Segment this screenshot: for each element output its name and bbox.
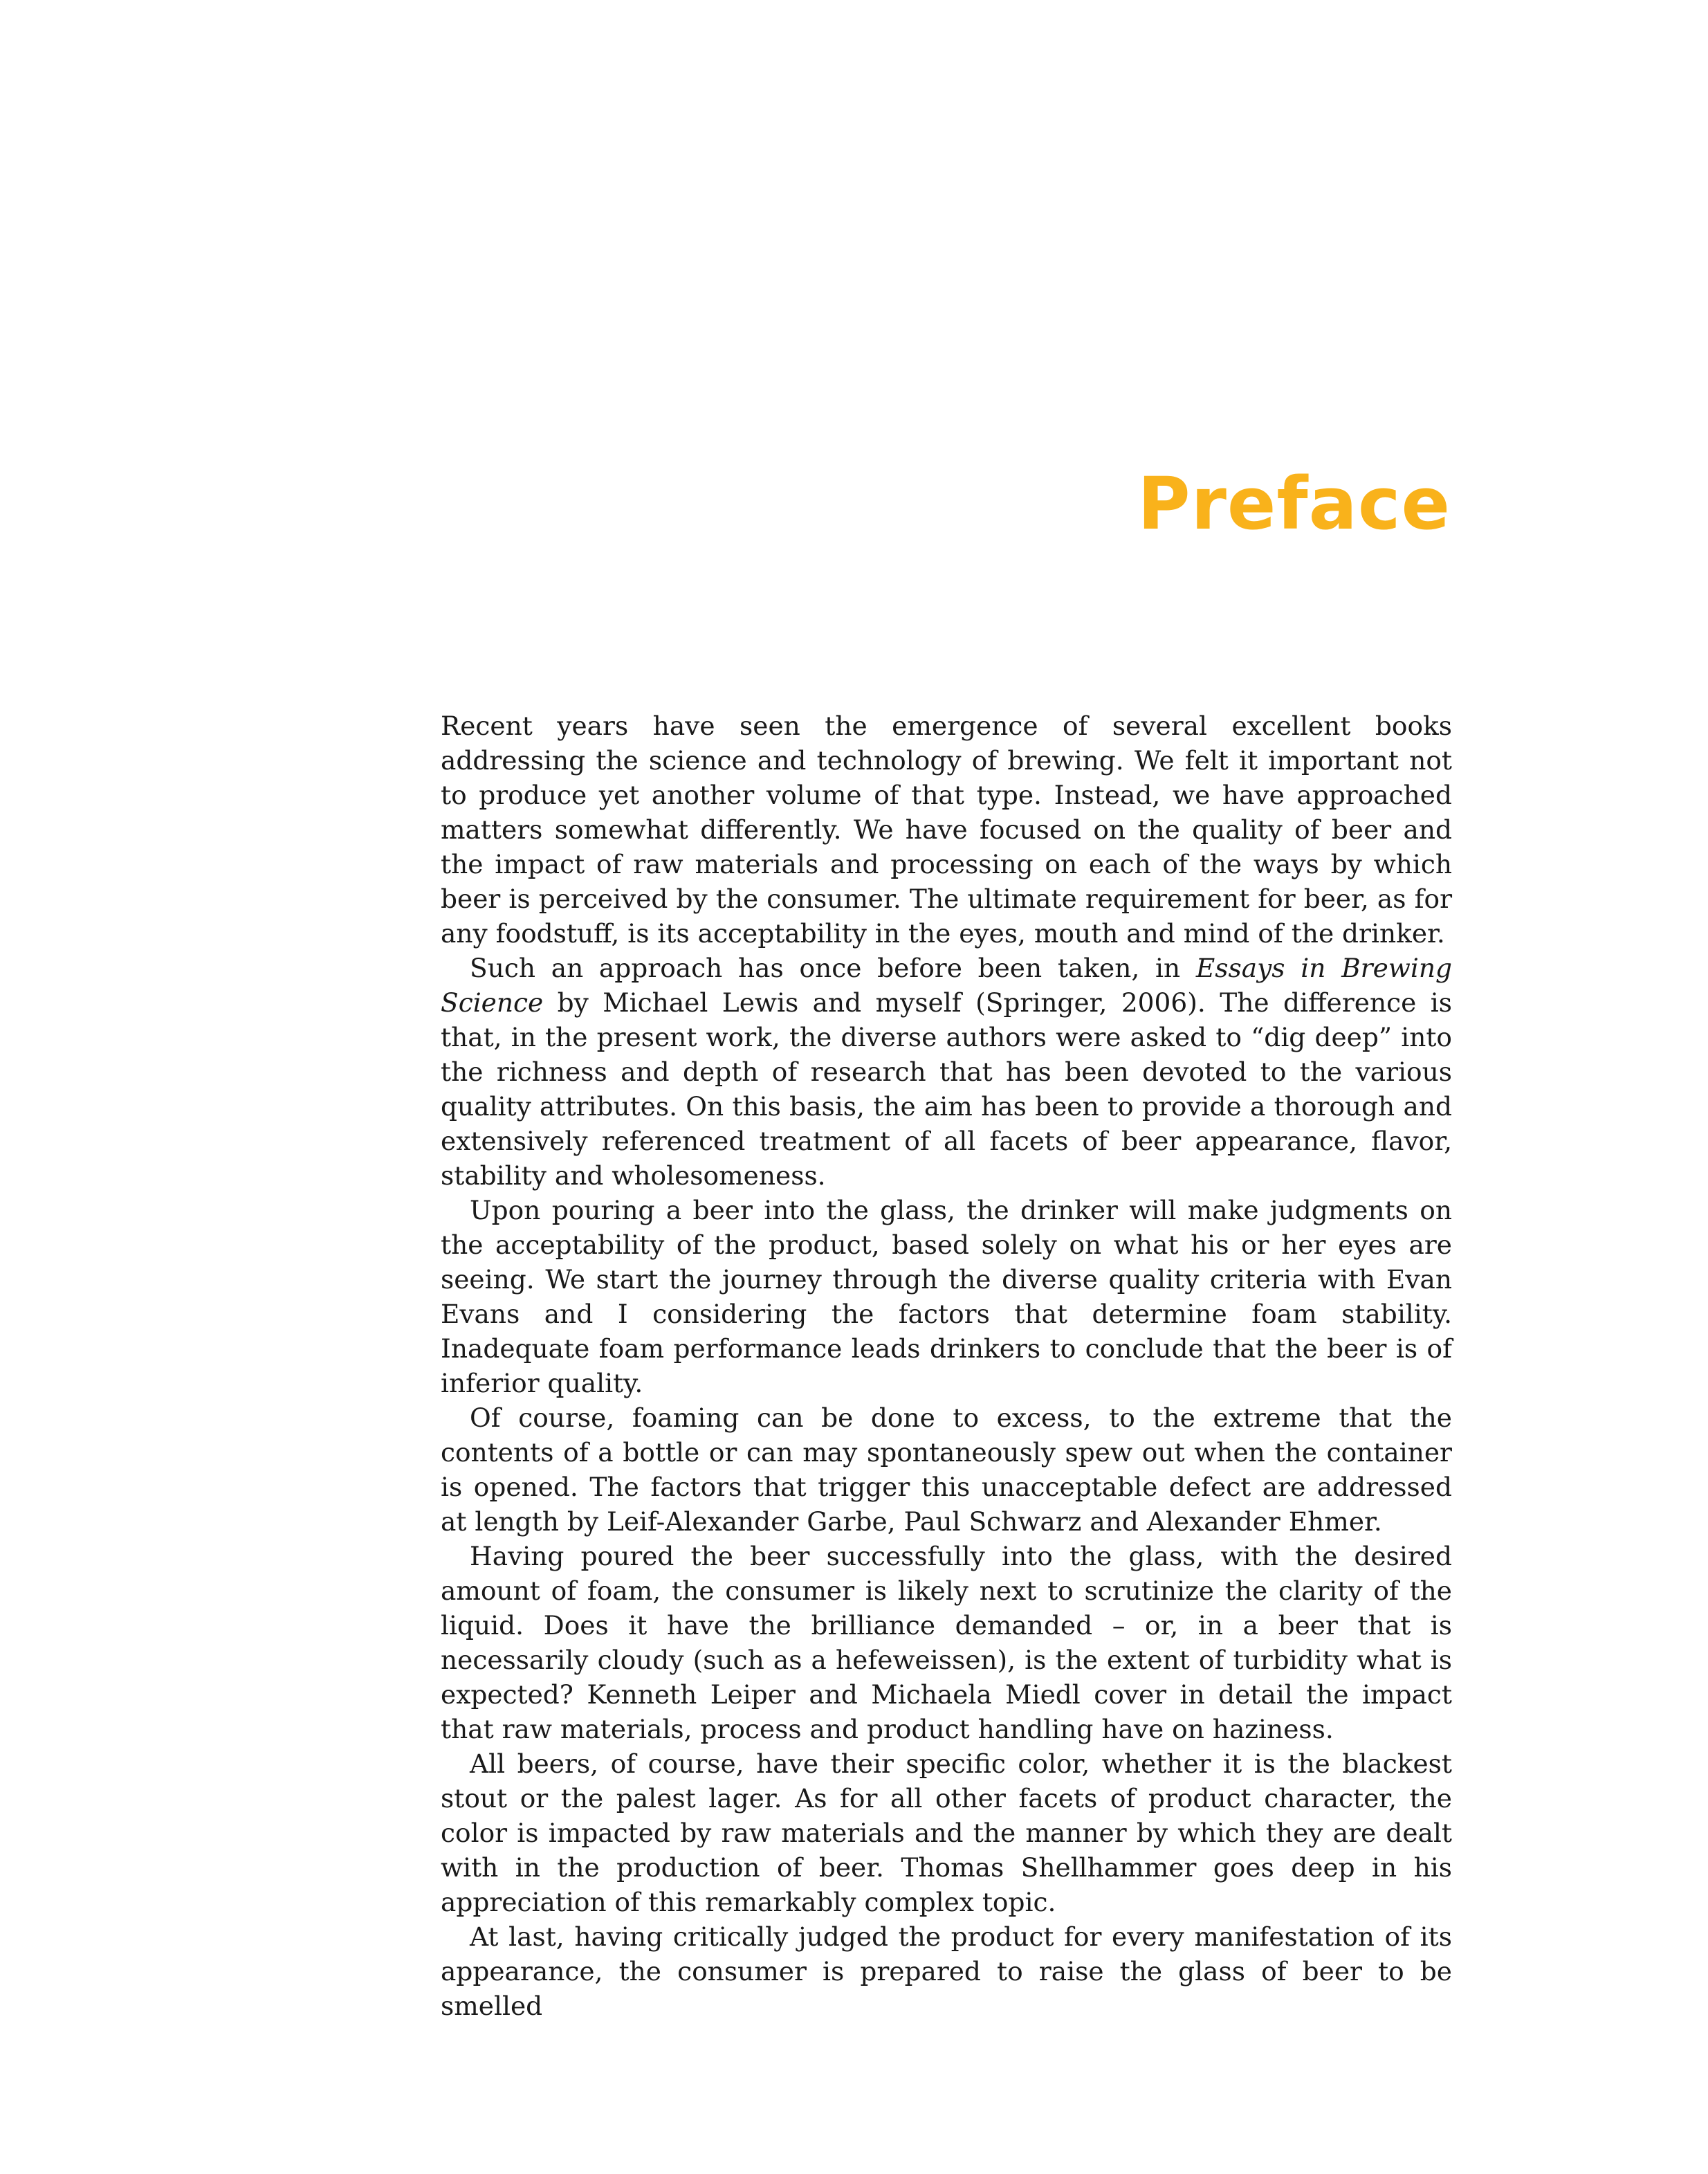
paragraph-5: Having poured the beer successfully into the glass, with the desired amount of foam, the consumer is likely next to scrutinize the clarity of the liquid. Does it have the brilliance demanded – or, in a beer that is necessarily cloudy (such as a hefeweissen), is the extent of turbidity what is expected? Kenneth Leiper and Michaela Miedl cover in detail the impact that raw materials, process and product handling have on haziness.	[441, 1541, 1452, 1744]
paragraph-6: All beers, of course, have their specific color, whether it is the blackest stout or the palest lager. As for all other facets of product character, the color is impacted by raw materials and the manner by which they are dealt with in the production of beer. Thomas Shellhammer goes deep in his appreciation of this remarkably complex topic.	[441, 1748, 1452, 1917]
paragraph-3: Upon pouring a beer into the glass, the drinker will make judgments on the acceptability of the product, based solely on what his or her eyes are seeing. We start the journey through the diverse quality criteria with Evan Evans and I considering the factors that determine foam stability. Inadequate foam performance leads drinkers to conclude that the beer is of inferior quality.	[441, 1195, 1452, 1398]
paragraph-1: Recent years have seen the emergence of several excellent books addressing the science and technology of brewing. We felt it important not to produce yet another volume of that type. Instead, we have approached matters somewhat differently. We have focused on the quality of beer and the impact of raw materials and processing on each of the ways by which beer is perceived by the consumer. The ultimate requirement for beer, as for any foodstuff, is its acceptability in the eyes, mouth and mind of the drinker.	[441, 711, 1452, 949]
preface-body	[441, 709, 1452, 2023]
paragraph-2-rest: by Michael Lewis and myself (Springer, 2006). The difference is that, in the present work, the diverse authors were asked to “dig deep” into the richness and depth of research that has been devoted to the various quality attributes. On this basis, the aim has been to provide a thorough and extensively referenced treatment of all facets of beer appearance, flavor, stability and wholesomeness.	[441, 987, 1452, 1191]
paragraph-7: At last, having critically judged the product for every manifestation of its appearance, the consumer is prepared to raise the glass of beer to be smelled	[441, 1921, 1452, 2021]
book-title-italic: Essays in Brewing Science	[441, 953, 1453, 1018]
paragraph-2-lead: Such an approach has once before been taken, in	[470, 953, 1196, 983]
paragraph-4: Of course, foaming can be done to excess, to the extreme that the contents of a bottle or can may spontaneously spew out when the container is opened. The factors that trigger this unacceptable defect are addressed at length by Leif-Alexander Garbe, Paul Schwarz and Alexander Ehmer.	[441, 1403, 1452, 1537]
page-title: Preface	[1137, 462, 1451, 546]
paragraph-2	[441, 951, 1452, 1193]
